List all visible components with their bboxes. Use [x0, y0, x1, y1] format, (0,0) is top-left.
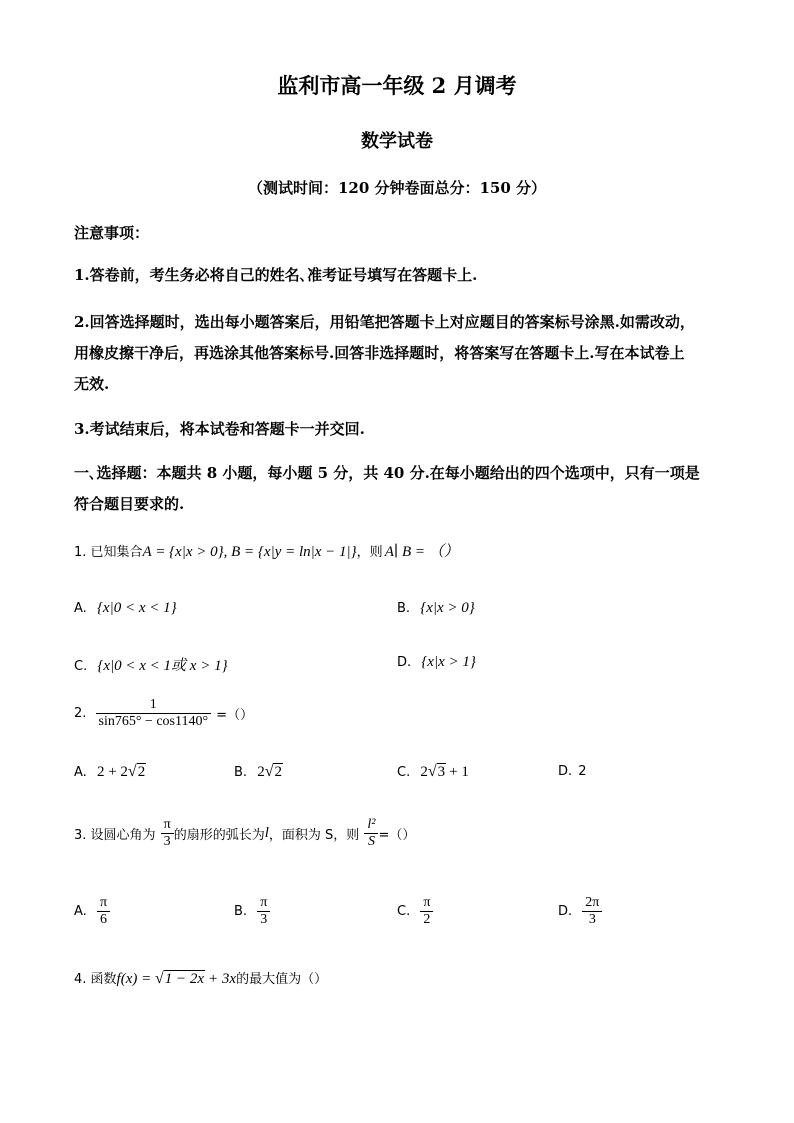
question-1-suffix: ，则 — [356, 545, 383, 560]
fraction-numerator: π — [163, 817, 171, 832]
fraction-numerator: π — [99, 895, 108, 910]
question-3-mid: 的扇形的弧长为 — [173, 828, 265, 843]
fraction-denominator: 3 — [161, 833, 174, 850]
option-value: 2 — [578, 764, 587, 779]
question-1-option-a — [74, 600, 177, 617]
exam-info: （测试时间：120 分钟卷面总分：150 分） — [247, 179, 547, 197]
fraction-denominator: sin765° − cos1140° — [96, 713, 212, 730]
question-3-option-b — [234, 895, 270, 928]
question-2-option-c: C. 2√3 + 1 — [397, 763, 469, 780]
option-value: {x|x > 0} — [420, 600, 475, 616]
question-4-suffix: 的最大值为（） — [236, 972, 328, 987]
notice-item-2-line-3: 无效. — [74, 375, 110, 393]
question-1-option-b — [397, 600, 475, 617]
option-label: C. — [397, 765, 411, 780]
fraction-numerator: 1 — [149, 697, 157, 712]
question-4-radicand: 1 − 2x — [164, 971, 205, 987]
question-2-option-d — [558, 764, 587, 779]
fraction-numerator: π — [260, 895, 268, 910]
option-label: B. — [397, 601, 411, 616]
question-2-option-b: B. 2√2 — [234, 763, 282, 780]
option-label: D. — [397, 655, 412, 670]
option-radicand: 2 — [137, 764, 146, 780]
question-1-option-c — [74, 654, 228, 675]
question-1-tail: A∣ B = （） — [384, 544, 459, 560]
notice-heading: 注意事项： — [74, 224, 150, 242]
fraction-denominator: 2 — [420, 911, 433, 928]
fraction-denominator: S — [364, 833, 378, 850]
question-1 — [74, 540, 459, 561]
fraction-numerator: π — [423, 895, 431, 910]
option-label: A. — [74, 904, 87, 919]
option-label: A. — [74, 601, 87, 616]
option-fraction — [97, 895, 110, 928]
question-2-option-a: A. 2 + 2√2 — [74, 763, 146, 780]
question-3-option-c — [397, 895, 433, 928]
question-4-post: + 3x — [208, 971, 237, 987]
option-label: D. — [558, 904, 573, 919]
question-3-var-l: l — [264, 825, 269, 841]
option-value-prefix: 2 — [420, 764, 428, 780]
question-4-func: f(x) = — [116, 971, 155, 987]
notice-item-1: 1.答卷前，考生务必将自己的姓名､准考证号填写在答题卡上. — [74, 266, 478, 284]
option-label: D. — [558, 764, 573, 779]
option-label: A. — [74, 765, 87, 780]
question-2-fraction — [96, 697, 212, 730]
fraction-denominator: 3 — [257, 911, 270, 928]
question-3-mid2: ，面积为 S，则 — [268, 828, 360, 843]
option-fraction — [257, 895, 270, 928]
notice-item-2-line-1: 2.回答选择题时，选出每小题答案后，用铅笔把答题卡上对应题目的答案标号涂黑.如需改动， — [74, 313, 695, 331]
question-3-suffix: =（） — [378, 828, 416, 843]
fraction-denominator: 3 — [582, 911, 602, 928]
option-value-prefix: 2 + 2 — [96, 764, 128, 780]
option-radicand: 2 — [274, 764, 282, 780]
question-3-angle-fraction — [161, 817, 174, 850]
option-value: {x|0 < x < 1} — [96, 600, 177, 616]
option-fraction — [420, 895, 433, 928]
section-1-line-2: 符合题目要求的. — [74, 495, 185, 513]
question-1-set-a: A = {x|x > 0} — [142, 544, 224, 560]
option-value-prefix: 2 — [257, 764, 265, 780]
fraction-denominator: 6 — [97, 911, 110, 928]
question-2-suffix: =（） — [216, 708, 254, 723]
exam-title: 监利市高一年级 2 月调考 — [277, 73, 517, 98]
exam-subtitle: 数学试卷 — [361, 131, 433, 152]
option-label: C. — [397, 904, 411, 919]
fraction-numerator: l² — [367, 817, 376, 832]
question-3 — [74, 817, 415, 850]
question-3-ratio-fraction — [364, 817, 378, 850]
option-value: {x|0 < x < 1或 x > 1} — [97, 658, 228, 674]
question-1-option-d — [397, 654, 476, 671]
question-2 — [74, 697, 253, 730]
question-4: 4. 函数f(x) = √1 − 2x + 3x的最大值为（） — [74, 970, 328, 987]
option-label: B. — [234, 904, 248, 919]
question-3-prefix: 3. 设圆心角为 — [74, 828, 156, 843]
option-value-suffix: + 1 — [449, 764, 469, 780]
question-2-prefix: 2. — [74, 706, 87, 721]
option-label: C. — [74, 659, 88, 674]
option-radicand: 3 — [437, 764, 446, 780]
fraction-numerator: 2π — [585, 895, 600, 910]
option-fraction — [582, 895, 602, 928]
notice-item-3: 3.考试结束后，将本试卷和答题卡一并交回. — [74, 420, 365, 438]
option-label: B. — [234, 765, 248, 780]
question-3-option-d — [558, 895, 602, 928]
question-1-prefix: 1. 已知集合 — [74, 545, 143, 560]
question-1-set-b: , B = {x|y = ln|x − 1|} — [223, 544, 357, 560]
question-4-prefix: 4. 函数 — [74, 972, 117, 987]
question-3-option-a — [74, 895, 110, 928]
notice-item-2-line-2: 用橡皮擦干净后，再选涂其他答案标号.回答非选择题时，将答案写在答题卡上.写在本试卷上 — [74, 344, 685, 362]
option-value: {x|x > 1} — [421, 654, 476, 670]
section-1-line-1: 一､选择题：本题共 8 小题，每小题 5 分，共 40 分.在每小题给出的四个选项中，只有一项是 — [74, 464, 700, 482]
